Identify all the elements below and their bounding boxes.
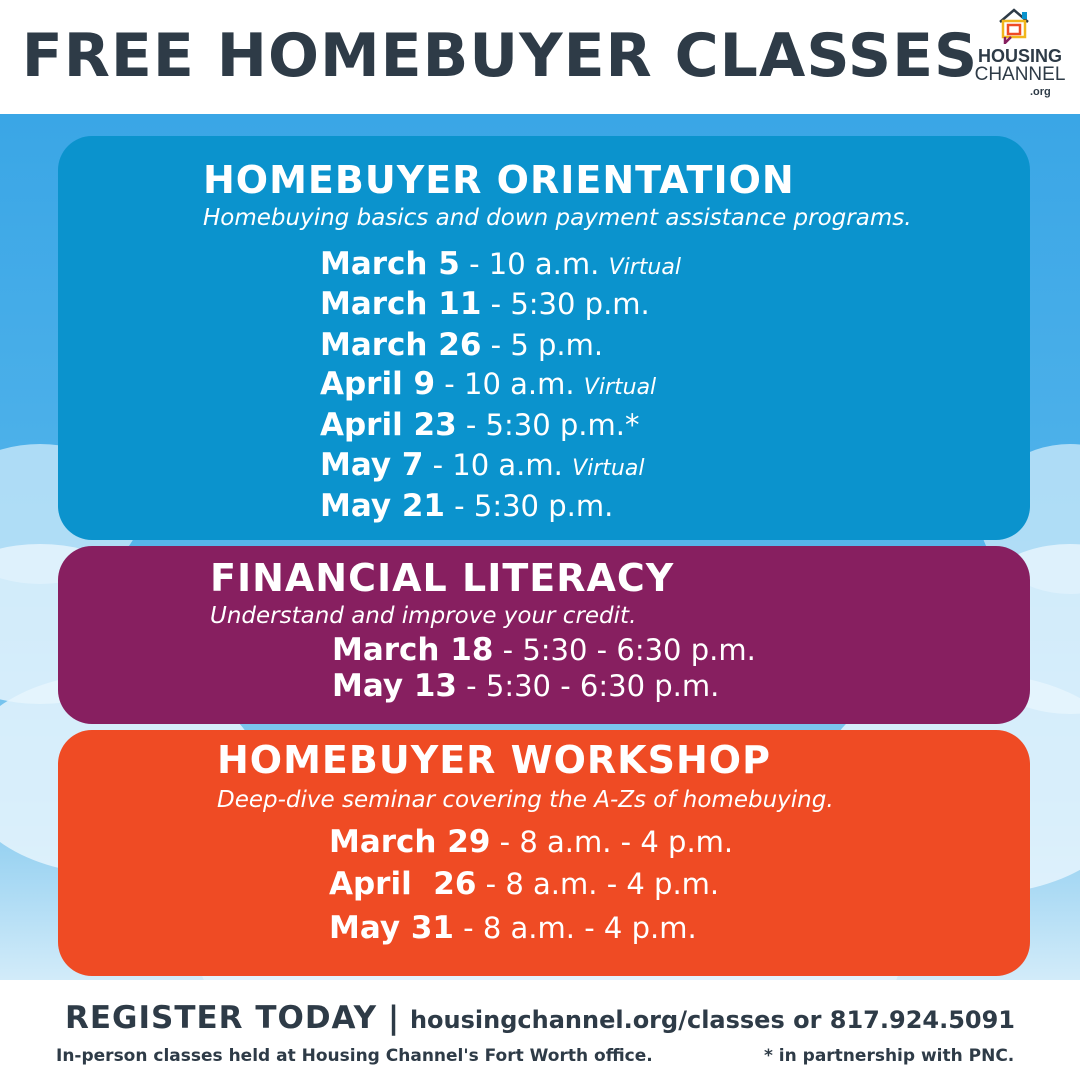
- session-note: Virtual: [572, 456, 645, 481]
- session-date: April 23: [320, 407, 457, 443]
- register-separator: |: [377, 1000, 410, 1036]
- section-subtitle: Understand and improve your credit.: [210, 603, 637, 629]
- session-date: May 21: [320, 488, 445, 524]
- section-subtitle: Homebuying basics and down payment assistance programs.: [203, 205, 912, 231]
- orientation-card: [58, 136, 1030, 540]
- session-date: May 31: [329, 910, 454, 946]
- session-row: [329, 824, 733, 860]
- session-row: [320, 407, 640, 443]
- session-date: March 29: [329, 824, 491, 860]
- session-time: - 10 a.m.: [423, 448, 573, 482]
- section-title: HOMEBUYER WORKSHOP: [217, 738, 771, 782]
- session-row: [320, 447, 644, 487]
- logo-suffix: .org: [1030, 86, 1051, 98]
- session-date: March 11: [320, 286, 482, 322]
- session-row: [320, 286, 650, 322]
- financial-literacy-card: [58, 546, 1030, 724]
- session-row: [320, 246, 681, 286]
- session-time: - 5 p.m.: [481, 328, 604, 362]
- session-time: - 8 a.m. - 4 p.m.: [476, 867, 720, 901]
- session-date: April 9: [320, 366, 436, 402]
- house-chat-icon: [996, 6, 1032, 44]
- session-row: [320, 327, 603, 363]
- session-row: [320, 488, 613, 524]
- logo-line1: HOUSING: [977, 46, 1062, 66]
- partner-note: * in partnership with PNC.: [764, 1046, 1015, 1066]
- section-title: HOMEBUYER ORIENTATION: [203, 158, 795, 202]
- session-date: April 26: [329, 866, 477, 902]
- session-time: - 5:30 p.m.*: [456, 408, 640, 442]
- session-row: [329, 910, 697, 946]
- register-line: [0, 996, 1080, 1045]
- session-date: March 18: [332, 632, 494, 668]
- section-title: FINANCIAL LITERACY: [210, 556, 675, 600]
- session-time: - 8 a.m. - 4 p.m.: [490, 825, 734, 859]
- register-link[interactable]: housingchannel.org/classes or 817.924.5091: [409, 1006, 1016, 1034]
- session-time: - 8 a.m. - 4 p.m.: [453, 911, 697, 945]
- session-time: - 5:30 p.m.: [444, 489, 614, 523]
- session-row: [332, 668, 719, 704]
- session-date: May 7: [320, 447, 424, 483]
- session-time: - 5:30 p.m.: [481, 287, 650, 321]
- session-note: Virtual: [608, 255, 681, 280]
- session-date: March 5: [320, 246, 460, 282]
- page-title: FREE HOMEBUYER CLASSES: [21, 21, 979, 91]
- session-row: [329, 866, 719, 902]
- section-subtitle: Deep-dive seminar covering the A-Zs of homebuying.: [217, 787, 834, 813]
- register-label: REGISTER TODAY: [64, 1000, 378, 1036]
- session-row: [320, 366, 656, 406]
- session-time: - 5:30 - 6:30 p.m.: [493, 633, 756, 667]
- session-date: May 13: [332, 668, 457, 704]
- session-note: Virtual: [583, 375, 657, 400]
- housing-channel-logo: [970, 6, 1070, 106]
- session-time: - 10 a.m.: [435, 367, 584, 401]
- workshop-card: [58, 730, 1030, 976]
- session-date: March 26: [320, 327, 482, 363]
- location-note: In-person classes held at Housing Channel's Fort Worth office.: [56, 1046, 653, 1066]
- session-time: - 5:30 - 6:30 p.m.: [456, 669, 720, 703]
- session-time: - 10 a.m.: [459, 247, 609, 281]
- session-row: [332, 632, 756, 668]
- header: [0, 0, 1080, 114]
- logo-line2: CHANNEL: [974, 64, 1066, 85]
